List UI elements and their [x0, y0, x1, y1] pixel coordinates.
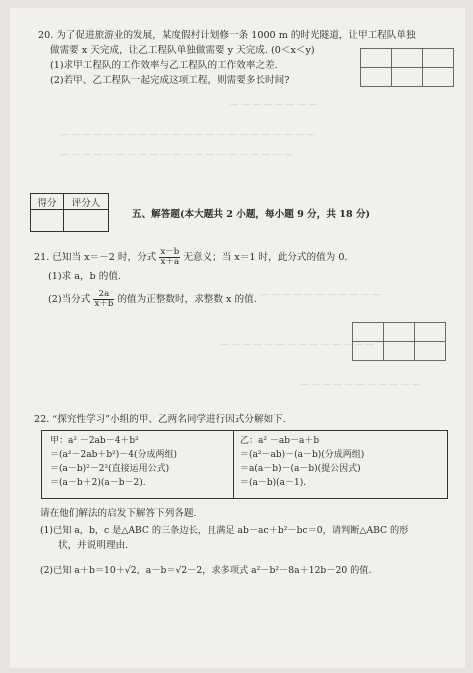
q20-part1: (1)求甲工程队的工作效率与乙工程队的工作效率之差.	[50, 60, 278, 71]
q22-stem: 22. “探究性学习”小组的甲、乙两名同学进行因式分解如下.	[34, 414, 286, 425]
q22-part1-line1: (1)已知 a，b，c 是△ABC 的三条边长，且满足 ab－ac＋b²－bc＝0，请判断△ABC 的形	[40, 525, 409, 536]
jia-line: ＝(a－b＋2)(a－b－2).	[50, 478, 146, 488]
q21-fraction2-numerator: 2a	[93, 290, 114, 300]
q21-part2-post: 的值为正整数时，求整数 x 的值.	[117, 294, 257, 305]
jia-line: ＝(a²－2ab＋b²)－4(分成两组)	[50, 450, 177, 460]
bleed-through-text: — — — — — — — — — — —	[300, 380, 421, 390]
bleed-through-text: — — — — — — — — — — —	[260, 290, 381, 300]
grader-header: 评分人	[64, 194, 109, 210]
q20-stem-line1: 20. 为了促进旅游业的发展，某度假村计划修一条 1000 m 的时光隧道，让甲工程队单独	[38, 30, 416, 41]
yi-line: ＝(a²－ab)－(a－b)(分成两组)	[240, 450, 365, 460]
bleed-through-text: — — — — — — — — — — — — — — — — — — — — —	[60, 150, 293, 160]
q22-part2: (2)已知 a＋b＝10＋√2，a－b＝√2－2，求多项式 a²－b²－8a＋12b－20 的值.	[40, 565, 372, 576]
score-header: 得分	[31, 194, 64, 210]
q20-part2: (2)若甲、乙工程队一起完成这项工程，则需要多长时间?	[50, 75, 290, 86]
q21-part2-pre: (2)当分式	[48, 294, 91, 305]
yi-line: ＝a(a－b)－(a－b)(提公因式)	[240, 464, 361, 474]
q21-part1: (1)求 a，b 的值.	[48, 271, 121, 282]
jia-line: ＝(a－b)²－2²(直接运用公式)	[50, 464, 170, 474]
faint-grid	[360, 48, 454, 87]
q21-stem	[34, 248, 347, 267]
section-title: 五、解答题(本大题共 2 小题，每小题 9 分，共 18 分)	[132, 209, 371, 220]
grader-cell	[64, 210, 109, 232]
q21-stem-post: 无意义；当 x＝1 时，此分式的值为 0.	[183, 252, 348, 263]
bleed-through-text: — — — — — — — —	[230, 100, 317, 110]
q21-fraction	[159, 248, 180, 267]
q21-stem-pre: 21. 已知当 x＝－2 时，分式	[34, 252, 157, 263]
q21-part2	[48, 290, 257, 309]
faint-grid	[352, 322, 446, 361]
q21-fraction2-denominator: x＋b	[94, 299, 114, 309]
q21-fraction-denominator: x＋a	[160, 257, 180, 267]
solution-divider	[233, 431, 234, 498]
q22-prompt: 请在他们解法的启发下解答下列各题.	[40, 508, 197, 519]
q20-stem-line2: 做需要 x 天完成，让乙工程队单独做需要 y 天完成. (0＜x＜y)	[50, 45, 315, 56]
score-table	[30, 193, 109, 232]
jia-line: 甲：a² －2ab－4＋b²	[50, 436, 139, 446]
q22-part1-line2: 状，并说明理由.	[58, 540, 129, 551]
q21-fraction-numerator: x－b	[160, 247, 180, 257]
yi-line: 乙：a² －ab－a＋b	[240, 436, 320, 446]
score-cell	[31, 210, 64, 232]
yi-line: ＝(a－b)(a－1).	[240, 478, 307, 488]
bleed-through-text: — — — — — — — — — — — — — — — — — — — — — — —	[60, 130, 315, 140]
q21-fraction2	[93, 290, 114, 309]
solution-box	[41, 430, 448, 499]
bleed-through-text: — — — — — — — — — — — — — —	[220, 340, 375, 350]
